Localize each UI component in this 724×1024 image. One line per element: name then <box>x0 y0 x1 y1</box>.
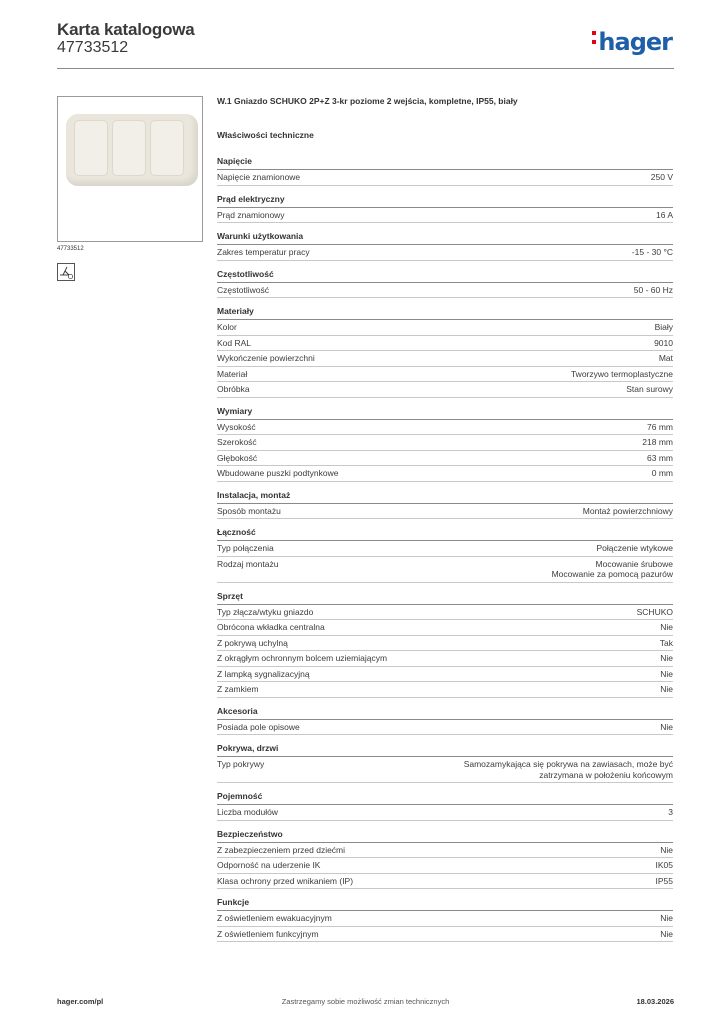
spec-row <box>217 605 673 621</box>
spec-label: Zakres temperatur pracy <box>217 247 310 257</box>
spec-label: Liczba modułów <box>217 807 278 817</box>
spec-section <box>217 406 673 482</box>
spec-value <box>652 468 673 479</box>
spec-value-line: Mat <box>658 353 673 363</box>
spec-label: Typ pokrywy <box>217 759 265 769</box>
spec-value <box>659 353 673 364</box>
spec-value <box>660 669 673 680</box>
spec-value <box>668 807 673 818</box>
spec-row <box>217 420 673 436</box>
section-title: Prąd elektryczny <box>217 194 673 208</box>
spec-row <box>217 805 673 821</box>
spec-value-line: Nie <box>660 684 673 694</box>
section-title: Akcesoria <box>217 706 673 720</box>
spec-value-line: SCHUKO <box>636 606 673 617</box>
section-title: Funkcje <box>217 897 673 911</box>
spec-value-line: Tak <box>659 637 673 648</box>
spec-value-line: Połączenie wtykowe <box>596 543 673 553</box>
spec-label: Typ złącza/wtyku gniazdo <box>217 606 314 617</box>
image-reference: 47733512 <box>57 246 84 252</box>
page-header <box>57 20 674 68</box>
spec-label: Wbudowane puszki podtynkowe <box>217 468 339 478</box>
spec-value-line: Nie <box>660 668 673 679</box>
spec-section <box>217 591 673 698</box>
spec-row <box>217 843 673 859</box>
footer-disclaimer: Zastrzegamy sobie możliwość zmian technicznych <box>281 997 450 1006</box>
spec-label: Głębokość <box>217 452 258 463</box>
spec-label: Obróbka <box>217 384 250 394</box>
section-title: Instalacja, montaż <box>217 490 673 504</box>
spec-value <box>626 384 673 395</box>
section-title: Sprzęt <box>217 591 673 605</box>
spec-label: Napięcie znamionowe <box>217 172 301 182</box>
logo-text: hager <box>598 28 672 56</box>
spec-value-line: IP55 <box>655 875 673 886</box>
spec-value <box>655 322 673 333</box>
socket-illustration <box>66 114 198 186</box>
footer-website[interactable]: hager.com/pl <box>57 997 104 1006</box>
section-title: Napięcie <box>217 156 673 170</box>
spec-value <box>656 876 674 887</box>
spec-value <box>637 607 673 618</box>
spec-section <box>217 306 673 398</box>
section-title: Pojemność <box>217 791 673 805</box>
spec-section <box>217 743 673 783</box>
spec-label: Rodzaj montażu <box>217 558 279 569</box>
spec-row <box>217 466 673 482</box>
spec-label: Z okrągłym ochronnym bolcem uziemiającym <box>217 653 388 663</box>
spec-label: Z oświetleniem funkcyjnym <box>217 928 319 939</box>
section-title: Pokrywa, drzwi <box>217 743 673 757</box>
spec-section <box>217 156 673 186</box>
spec-value-line: 3 <box>668 807 673 817</box>
section-title: Warunki użytkowania <box>217 231 673 245</box>
spec-value <box>464 759 673 780</box>
spec-value <box>651 172 673 183</box>
spec-section <box>217 706 673 736</box>
spec-row <box>217 927 673 943</box>
spec-value <box>656 210 673 221</box>
spec-value <box>654 338 673 349</box>
spec-row <box>217 651 673 667</box>
spec-row <box>217 874 673 890</box>
spec-value-line: IK05 <box>655 860 673 870</box>
product-reference: 47733512 <box>57 39 129 56</box>
spec-label: Typ połączenia <box>217 543 274 553</box>
spec-row <box>217 636 673 652</box>
spec-label: Z zamkiem <box>217 684 259 694</box>
spec-section <box>217 829 673 890</box>
logo-colon-icon <box>592 27 598 49</box>
section-title: Materiały <box>217 306 673 320</box>
spec-value-line: Biały <box>654 322 673 332</box>
spec-label: Kod RAL <box>217 337 252 348</box>
spec-value <box>552 559 673 580</box>
spec-value-line: Montaż powierzchniowy <box>582 505 673 516</box>
spec-row <box>217 208 673 224</box>
spec-value-line: Nie <box>660 653 673 663</box>
spec-row <box>217 435 673 451</box>
spec-section <box>217 897 673 942</box>
product-image-column <box>57 96 203 281</box>
spec-row <box>217 757 673 783</box>
spec-section <box>217 194 673 224</box>
spec-value-line: 9010 <box>654 337 673 348</box>
spec-label: Wysokość <box>217 421 256 432</box>
spec-row <box>217 283 673 299</box>
product-name: W.1 Gniazdo SCHUKO 2P+Z 3-kr poziome 2 wejścia, kompletne, IP55, biały <box>217 96 518 106</box>
spec-value <box>660 722 673 733</box>
spec-value <box>660 622 673 633</box>
spec-row <box>217 682 673 698</box>
spec-section <box>217 527 673 583</box>
spec-label: Częstotliwość <box>217 284 269 295</box>
spec-section <box>217 231 673 261</box>
spec-row <box>217 351 673 367</box>
spec-section <box>217 791 673 821</box>
header-divider <box>57 68 674 69</box>
spec-value-line: Nie <box>660 928 673 939</box>
spec-value-line: Mocowanie śrubowe <box>595 558 673 569</box>
spec-row <box>217 245 673 261</box>
spec-row <box>217 720 673 736</box>
spec-value-line: 63 mm <box>647 452 673 463</box>
spec-value <box>632 247 673 258</box>
spec-row <box>217 382 673 398</box>
spec-row <box>217 620 673 636</box>
spec-row <box>217 451 673 467</box>
product-image <box>57 96 203 242</box>
footer-date: 18.03.2026 <box>636 997 674 1006</box>
spec-value-line: 50 - 60 Hz <box>633 284 673 295</box>
spec-label: Posiada pole opisowe <box>217 721 300 732</box>
spec-value <box>647 453 673 464</box>
spec-label: Z zabezpieczeniem przed dziećmi <box>217 844 346 855</box>
spec-value <box>571 369 673 380</box>
section-title: Bezpieczeństwo <box>217 829 673 843</box>
section-title: Wymiary <box>217 406 673 420</box>
spec-row <box>217 858 673 874</box>
spec-value-line: Nie <box>660 913 673 923</box>
spec-value-line: 0 mm <box>651 468 673 478</box>
spec-row <box>217 170 673 186</box>
spec-value <box>583 506 673 517</box>
spec-value-line: Nie <box>660 622 673 632</box>
spec-value-line: Mocowanie za pomocą pazurów <box>551 569 673 579</box>
spec-value-line: Nie <box>660 844 673 855</box>
spec-label: Odporność na uderzenie IK <box>217 860 321 870</box>
installation-pictogram-icon <box>57 263 75 281</box>
spec-value-line: zatrzymana w położeniu końcowym <box>539 769 673 780</box>
spec-label: Z oświetleniem ewakuacyjnym <box>217 913 332 923</box>
spec-sections <box>217 156 673 942</box>
spec-label: Kolor <box>217 322 237 332</box>
spec-label: Obrócona wkładka centralna <box>217 622 325 632</box>
hager-logo <box>592 28 672 56</box>
spec-row <box>217 504 673 520</box>
spec-label: Szerokość <box>217 437 257 447</box>
spec-label: Sposób montażu <box>217 505 281 516</box>
spec-value <box>660 684 673 695</box>
spec-section <box>217 490 673 520</box>
page-title: Karta katalogowa <box>57 20 195 39</box>
technical-properties-heading: Właściwości techniczne <box>217 130 314 140</box>
spec-value <box>660 929 673 940</box>
spec-row <box>217 336 673 352</box>
specification-column <box>217 96 673 950</box>
spec-value <box>660 638 673 649</box>
spec-label: Z pokrywą uchylną <box>217 637 288 648</box>
spec-label: Prąd znamionowy <box>217 209 285 220</box>
spec-row <box>217 320 673 336</box>
spec-row <box>217 911 673 927</box>
spec-value-line: 250 V <box>650 172 673 182</box>
spec-value-line: 218 mm <box>642 437 673 447</box>
spec-value <box>634 285 673 296</box>
spec-value <box>660 845 673 856</box>
spec-label: Wykończenie powierzchni <box>217 353 315 363</box>
spec-label: Z lampką sygnalizacyjną <box>217 668 310 679</box>
spec-value <box>596 543 673 554</box>
spec-row <box>217 667 673 683</box>
spec-row <box>217 557 673 583</box>
spec-value <box>660 653 673 664</box>
spec-value-line: 76 mm <box>647 421 673 432</box>
spec-value <box>642 437 673 448</box>
spec-value-line: Nie <box>660 721 673 732</box>
spec-label: Klasa ochrony przed wnikaniem (IP) <box>217 875 354 886</box>
spec-value <box>647 422 673 433</box>
spec-row <box>217 367 673 383</box>
section-title: Łączność <box>217 527 673 541</box>
spec-value-line: Stan surowy <box>626 384 673 394</box>
spec-value-line: -15 - 30 °C <box>631 247 673 257</box>
spec-section <box>217 269 673 299</box>
spec-row <box>217 541 673 557</box>
section-title: Częstotliwość <box>217 269 673 283</box>
spec-value-line: 16 A <box>655 209 673 220</box>
spec-label: Materiał <box>217 368 248 379</box>
spec-value-line: Tworzywo termoplastyczne <box>570 368 673 379</box>
spec-value <box>656 860 674 871</box>
spec-value-line: Samozamykająca się pokrywa na zawiasach, może być <box>463 759 673 769</box>
spec-value <box>660 913 673 924</box>
